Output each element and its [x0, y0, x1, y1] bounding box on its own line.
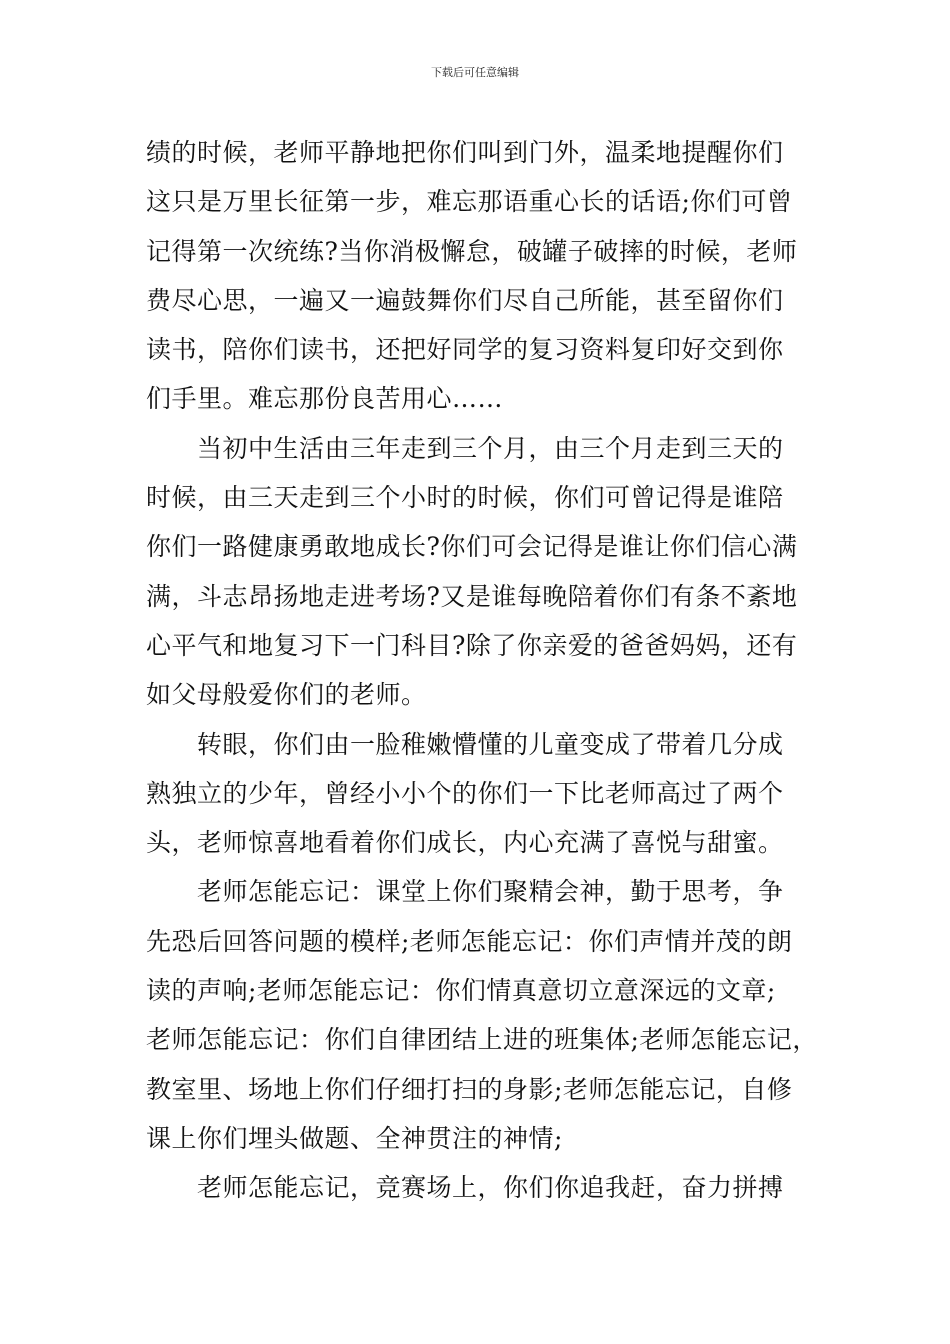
text-line: 头，老师惊喜地看着你们成长，内心充满了喜悦与甜蜜。: [146, 828, 784, 858]
text-line: 如父母般爱你们的老师。: [146, 680, 427, 710]
text-line: 满，斗志昂扬地走进考场?又是谁每晚陪着你们有条不紊地: [146, 581, 798, 611]
document-body: [146, 128, 818, 1213]
text-line: 费尽心思，一遍又一遍鼓舞你们尽自己所能，甚至留你们: [146, 285, 784, 315]
text-line: 先恐后回答问题的模样;老师怎能忘记：你们声情并茂的朗: [146, 926, 793, 956]
text-line: 当初中生活由三年走到三个月，由三个月走到三天的: [146, 433, 784, 463]
text-line: 读书，陪你们读书，还把好同学的复习资料复印好交到你: [146, 335, 784, 365]
text-line: 们手里。难忘那份良苦用心……: [146, 384, 504, 414]
text-line: 熟独立的少年，曾经小小个的你们一下比老师高过了两个: [146, 778, 784, 808]
text-line: 心平气和地复习下一门科目?除了你亲爱的爸爸妈妈，还有: [146, 630, 798, 660]
page-header: 下载后可任意编辑: [431, 66, 519, 79]
text-line: 绩的时候，老师平静地把你们叫到门外，温柔地提醒你们: [146, 138, 784, 167]
text-line: 转眼，你们由一脸稚嫩懵懂的儿童变成了带着几分成: [146, 729, 784, 759]
text-line: 老师怎能忘记：课堂上你们聚精会神，勤于思考，争: [146, 877, 784, 907]
text-line: 教室里、场地上你们仔细打扫的身影;老师怎能忘记，自修: [146, 1074, 793, 1104]
text-line: 老师怎能忘记，竞赛场上，你们你追我赶，奋力拼搏: [146, 1173, 784, 1203]
text-line: 记得第一次统练?当你消极懈怠，破罐子破摔的时候，老师: [146, 236, 798, 266]
text-line: 你们一路健康勇敢地成长?你们可会记得是谁让你们信心满: [146, 532, 798, 562]
text-line: 老师怎能忘记：你们自律团结上进的班集体;老师怎能忘记，: [146, 1025, 818, 1055]
text-line: 时候，由三天走到三个小时的时候，你们可曾记得是谁陪: [146, 483, 784, 513]
text-line: 课上你们埋头做题、全神贯注的神情;: [146, 1123, 563, 1153]
text-line: 这只是万里长征第一步，难忘那语重心长的话语;你们可曾: [146, 187, 793, 217]
text-line: 读的声响;老师怎能忘记：你们情真意切立意深远的文章;: [146, 976, 776, 1006]
